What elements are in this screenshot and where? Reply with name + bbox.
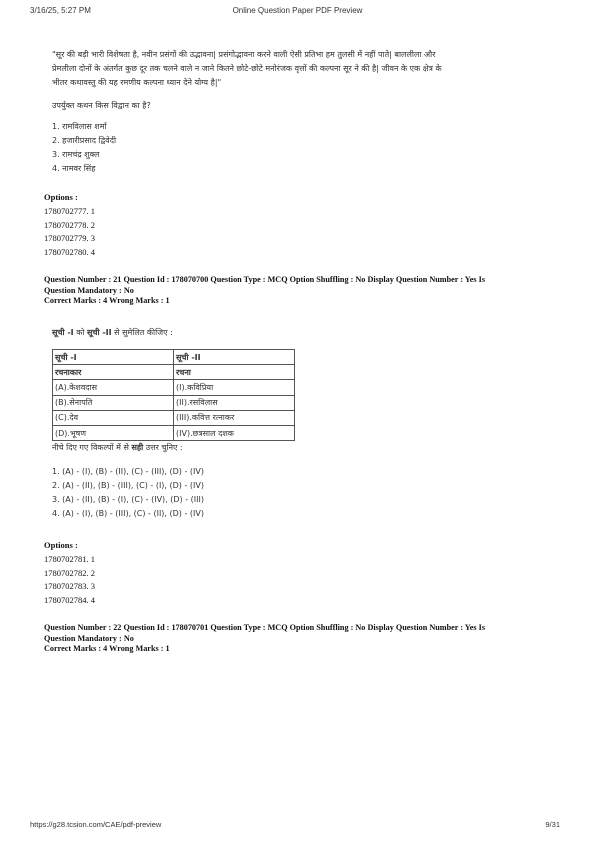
option-id: 1780702782. 2	[44, 567, 95, 578]
choice-item: 4. नामवर सिंह	[52, 164, 96, 173]
table-row	[53, 380, 295, 395]
choice-item: 2. (A) - (II), (B) - (III), (C) - (I), (D) - (IV)	[52, 481, 204, 490]
choice-item: 3. (A) - (II), (B) - (I), (C) - (IV), (D) - (III)	[52, 495, 204, 504]
table-cell: (A).केशवदास	[53, 380, 174, 395]
table-cell: (II).रसविलास	[174, 395, 295, 410]
table-cell: (I).कविप्रिया	[174, 380, 295, 395]
question-22-meta	[44, 623, 564, 655]
options-label: Options :	[44, 192, 78, 202]
options-label: Options :	[44, 540, 78, 550]
page-number: 9/31	[545, 820, 560, 829]
choice-item: 4. (A) - (I), (B) - (III), (C) - (II), (D) - (IV)	[52, 509, 204, 518]
table-row	[53, 410, 295, 425]
question-21-prompt: नीचे दिए गए विकल्पों में से सही उत्तर चुनिए :	[52, 443, 183, 452]
option-id: 1780702778. 2	[44, 219, 95, 230]
table-cell: (C).देव	[53, 410, 174, 425]
option-id: 1780702783. 3	[44, 581, 95, 592]
passage-line: प्रेमलीला दोनों के अंतर्गत कुछ दूर तक चलने वाले न जाने कितने छोटे-छोटे मनोरंजक वृत्तों की कल्पना सूर ने की है| जीवन के एक क्षेत्र के	[52, 64, 442, 73]
choice-item: 3. रामचंद्र शुक्ल	[52, 150, 100, 159]
table-row	[53, 425, 295, 440]
list-one-label: सूची -I	[52, 328, 74, 337]
option-id: 1780702777. 1	[44, 206, 95, 216]
table-cell: (III).कवित्त रत्नाकर	[174, 410, 295, 425]
meta-line: Question Mandatory : No	[44, 633, 134, 643]
question-21-options	[44, 553, 95, 607]
question-21-choices	[52, 465, 204, 521]
choice-item: 1. रामविलास शर्मा	[52, 122, 107, 131]
emphasis-correct: सही	[131, 443, 144, 452]
table-header-row	[53, 365, 295, 380]
option-id: 1780702779. 3	[44, 233, 95, 244]
matching-table	[52, 349, 295, 441]
table-cell: (IV).छत्रसाल दशक	[174, 425, 295, 440]
meta-line: Question Number : 21 Question Id : 178070700 Question Type : MCQ Option Shuffling : No Display Question Number : Yes Is	[44, 275, 486, 284]
meta-line: Correct Marks : 4 Wrong Marks : 1	[44, 296, 170, 305]
table-cell: (B).सेनापति	[53, 395, 174, 410]
list-two-label: सूची -II	[86, 328, 112, 337]
table-cell: रचना	[174, 365, 295, 380]
table-cell: रचनाकार	[53, 365, 174, 380]
question-20-options	[44, 205, 95, 259]
question-21-meta	[44, 275, 564, 307]
option-id: 1780702784. 4	[44, 594, 95, 605]
table-cell: सूची -II	[174, 350, 295, 365]
question-20-passage	[52, 48, 552, 90]
page-url: https://g28.tcsion.com/CAE/pdf-preview	[30, 820, 162, 829]
choice-item: 1. (A) - (I), (B) - (II), (C) - (III), (D) - (IV)	[52, 467, 204, 476]
print-datetime: 3/16/25, 5:27 PM	[30, 6, 91, 15]
meta-line: Question Mandatory : No	[44, 285, 134, 295]
table-cell: (D).भूषण	[53, 425, 174, 440]
table-header-row	[53, 350, 295, 365]
option-id: 1780702781. 1	[44, 554, 95, 564]
meta-line: Correct Marks : 4 Wrong Marks : 1	[44, 644, 170, 653]
choice-item: 2. हजारीप्रसाद द्विवेदी	[52, 136, 117, 145]
question-21-instruction: सूची -I को सूची -II से सुमेलित कीजिए :	[52, 328, 173, 337]
question-20-choices	[52, 120, 116, 176]
meta-line: Question Number : 22 Question Id : 178070701 Question Type : MCQ Option Shuffling : No Display Question Number : Yes Is	[44, 623, 486, 632]
document-title: Online Question Paper PDF Preview	[232, 6, 363, 15]
question-20-text: उपर्युक्त कथन किस विद्वान का है?	[52, 101, 151, 110]
table-row	[53, 395, 295, 410]
passage-line: "सूर की बड़ी भारी विशेषता है, नवीन प्रसंगों की उद्भावना| प्रसंगोद्भावना करने वाली ऐसी प्रतिभा हम तुलसी में नहीं पाते| बाललीला और	[52, 50, 436, 59]
table-cell: सूची -I	[53, 350, 174, 365]
option-id: 1780702780. 4	[44, 246, 95, 257]
passage-line: भीतर कथावस्तु की यह रमणीय कल्पना ध्यान देने योग्य है|"	[52, 78, 222, 87]
